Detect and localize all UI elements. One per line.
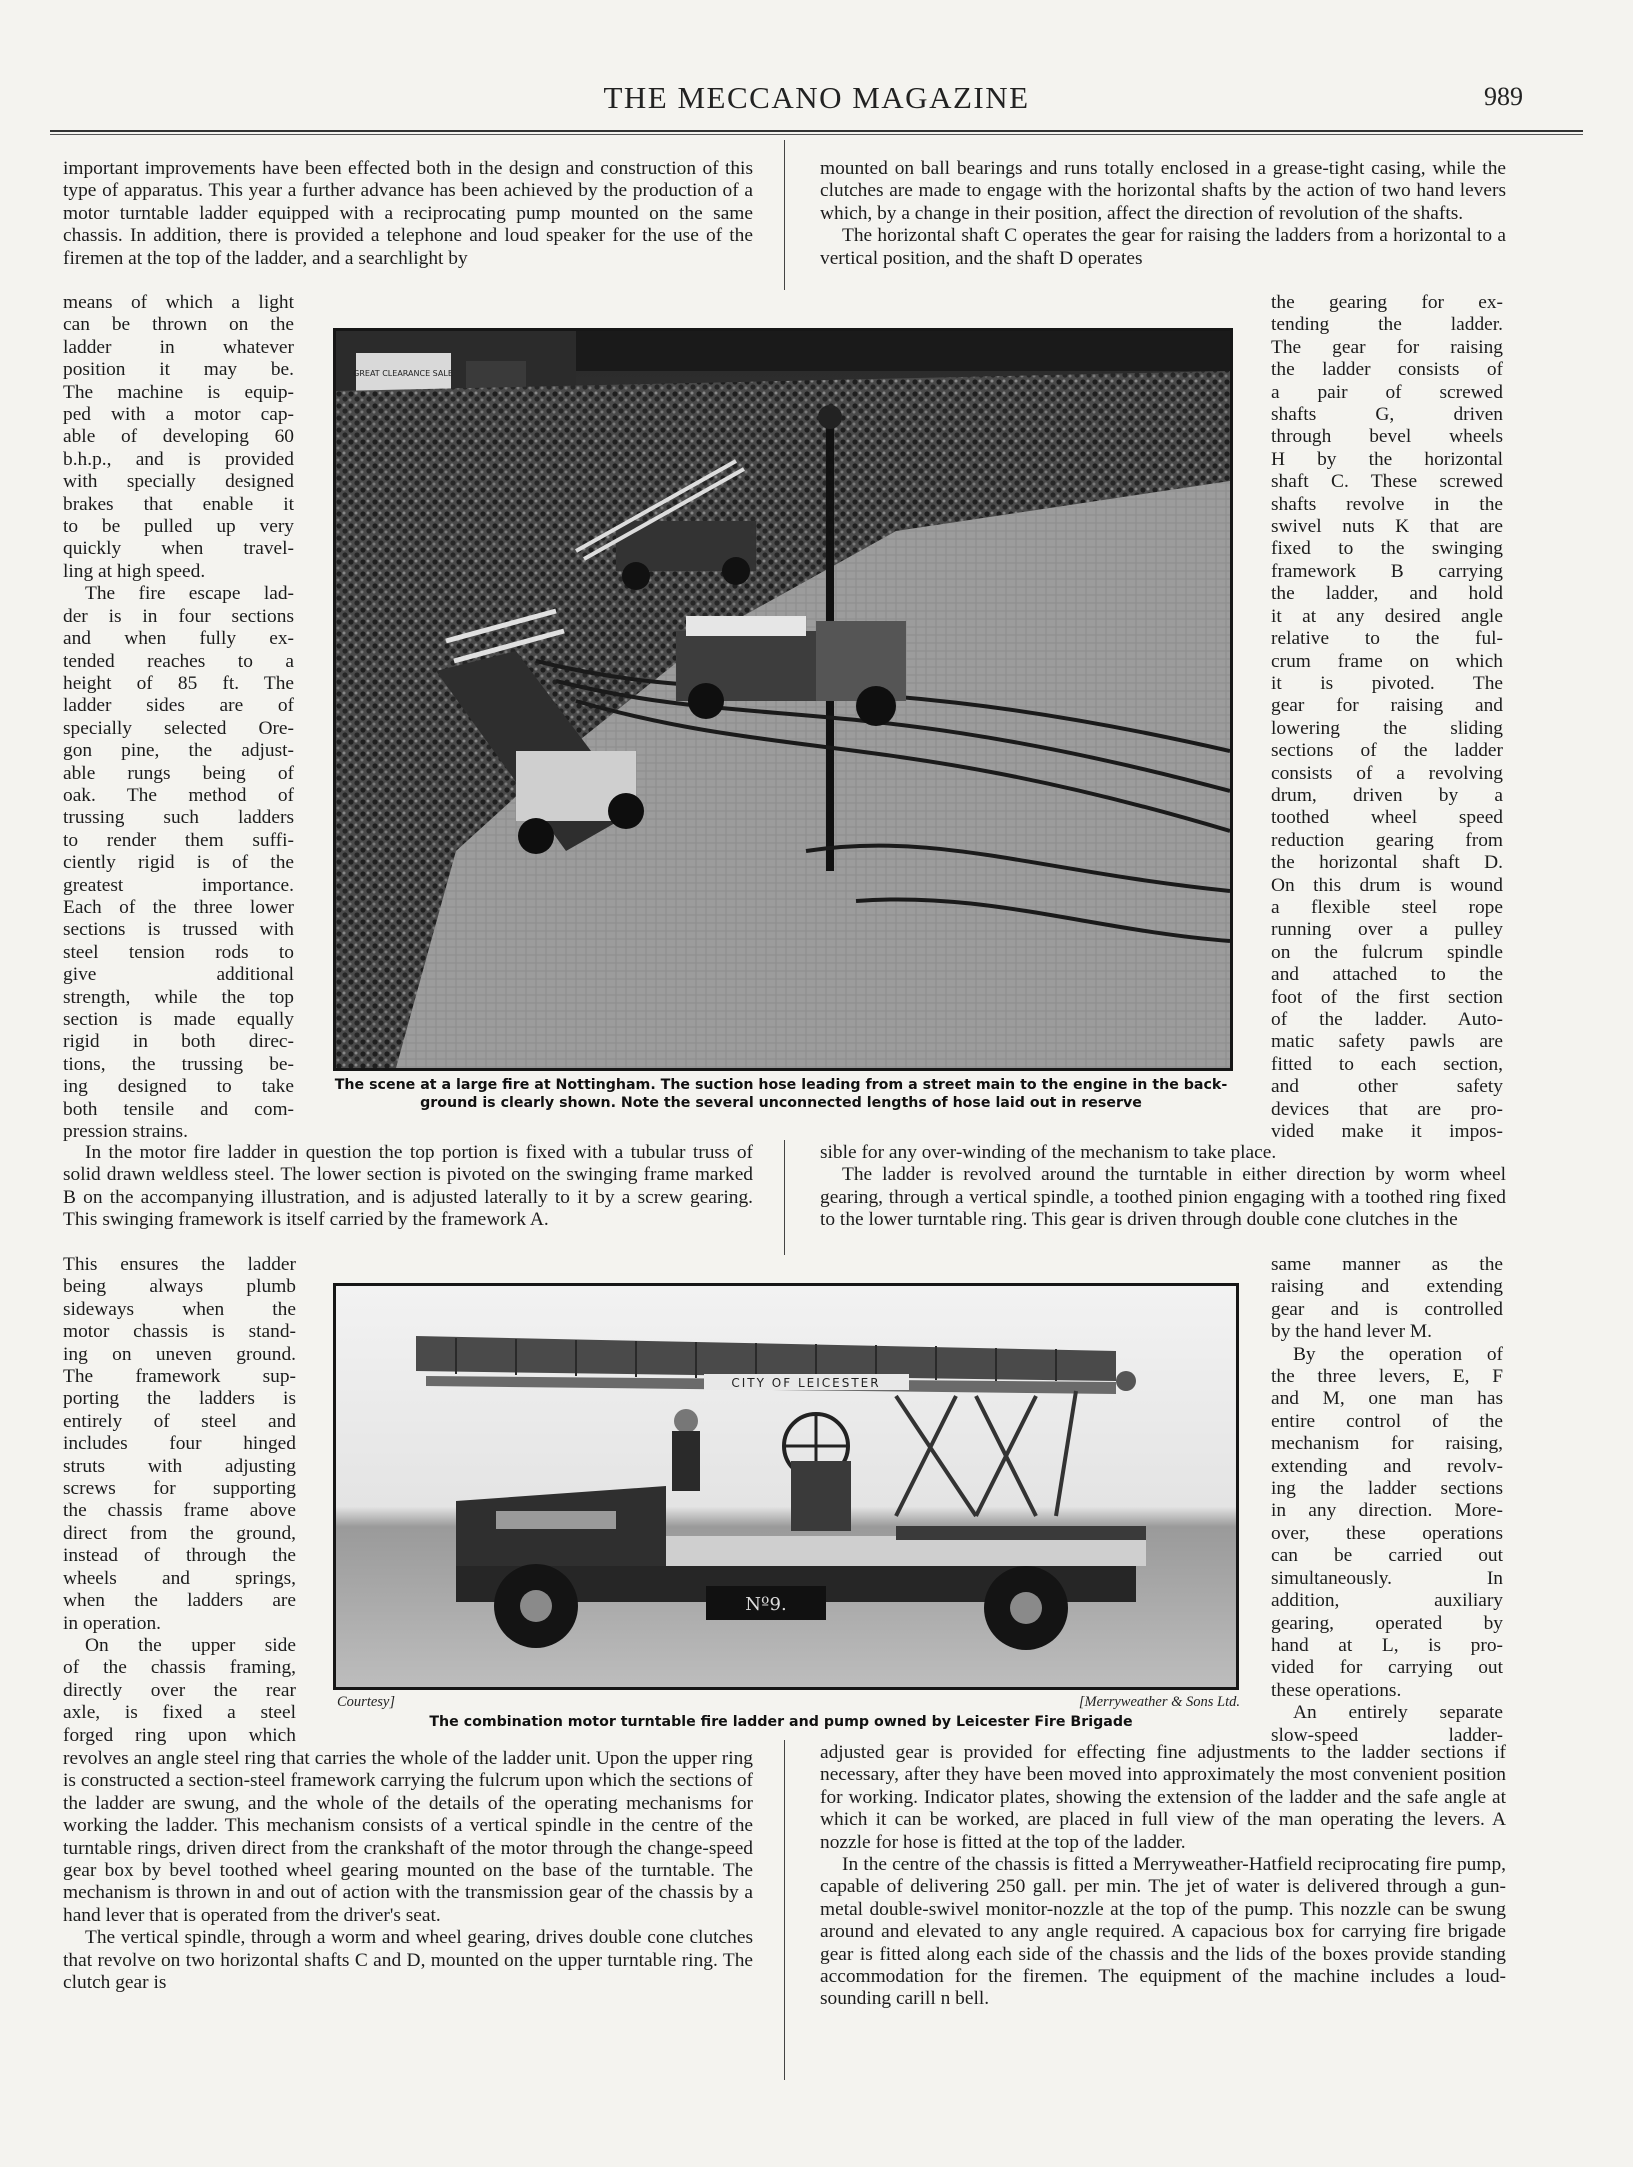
text-line: motor chassis is stand- xyxy=(63,1321,296,1343)
caption-line: ground is clearly shown. Note the several unconnected lengths of hose laid out in reserve xyxy=(420,1095,1142,1111)
text-line: in any direction. More- xyxy=(1271,1500,1503,1522)
text-line: direct from the ground, xyxy=(63,1522,296,1544)
text-line: Each of the three lower xyxy=(63,896,294,918)
text-line: being always plumb xyxy=(63,1276,296,1298)
text-line: of the chassis framing, xyxy=(63,1657,296,1679)
text-line: and attached to the xyxy=(1271,964,1503,986)
text-line: vided make it impos- xyxy=(1271,1121,1503,1143)
right-column-mid xyxy=(820,1142,1506,1232)
text-line: swivel nuts K that are xyxy=(1271,516,1503,538)
text-line: ling at high speed. xyxy=(63,560,206,582)
text-line: The framework sup- xyxy=(63,1366,296,1388)
text-line: wheels and springs, xyxy=(63,1567,296,1589)
text-line: same manner as the xyxy=(1271,1254,1503,1275)
left-column-mid xyxy=(63,1142,753,1232)
text-line: the three levers, E, F xyxy=(1271,1366,1503,1388)
text-line: ing designed to take xyxy=(63,1076,294,1098)
text-line: fixed to the swinging xyxy=(1271,538,1503,560)
vehicle-number: Nº9. xyxy=(745,1594,787,1615)
photo-leicester-ladder-image xyxy=(336,1286,1236,1687)
text-line: forged ring upon which xyxy=(63,1724,296,1746)
text-line: it at any desired angle xyxy=(1271,605,1503,627)
paragraph: mounted on ball bearings and runs totally enclosed in a grease-tight casing, while the clutches are made to engage with the horizontal shafts by the action of two hand levers which, by a change in their position, affect the direction of revolution of the shafts. xyxy=(820,158,1506,224)
text-line: screws for supporting xyxy=(63,1478,296,1500)
photo-nottingham-fire-image xyxy=(336,331,1230,1068)
photo-leicester-caption: The combination motor turntable fire ladder and pump owned by Leicester Fire Brigade xyxy=(429,1714,1133,1730)
text-line: a flexible steel rope xyxy=(1271,896,1503,918)
caption-line: The scene at a large fire at Nottingham. The suction hose leading from a street main to the engine in the back- xyxy=(334,1077,1228,1093)
text-line: it is pivoted. The xyxy=(1271,672,1503,694)
text-line: can be thrown on the xyxy=(63,314,294,336)
text-line: both tensile and com- xyxy=(63,1098,294,1120)
text-line: H by the horizontal xyxy=(1271,448,1503,470)
text-line: a pair of screwed xyxy=(1271,381,1503,403)
page-header xyxy=(50,80,1583,132)
text-line: ciently rigid is of the xyxy=(63,852,294,874)
text-line: oak. The method of xyxy=(63,784,294,806)
shop-sign-text: GREAT CLEARANCE SALE xyxy=(353,369,453,378)
text-line: raising and extending xyxy=(1271,1276,1503,1298)
ladder-label: CITY OF LEICESTER xyxy=(731,1376,881,1390)
text-line: slow-speed ladder- xyxy=(1271,1724,1503,1746)
text-line: On the upper side xyxy=(85,1634,296,1656)
text-line: consists of a revolving xyxy=(1271,762,1503,784)
left-column-narrow-2 xyxy=(63,1254,296,1747)
text-line: running over a pulley xyxy=(1271,919,1503,941)
text-line: the gearing for ex- xyxy=(1271,292,1503,313)
text-line: with specially designed xyxy=(63,471,294,493)
text-line: the ladder, and hold xyxy=(1271,583,1503,605)
text-line: By the operation of xyxy=(1293,1343,1503,1365)
right-column-narrow-1 xyxy=(1271,292,1503,1143)
left-column-intro xyxy=(63,158,753,270)
text-line: brakes that enable it xyxy=(63,493,294,515)
text-line: pression strains. xyxy=(63,1121,188,1143)
text-line: means of which a light xyxy=(63,292,294,313)
text-line: of the ladder. Auto- xyxy=(1271,1009,1503,1030)
text-line: give additional xyxy=(63,964,294,986)
right-column-intro xyxy=(820,158,1506,270)
text-line: relative to the ful- xyxy=(1271,628,1503,650)
photo-credit-left: Courtesy] xyxy=(337,1694,395,1710)
text-line: and other safety xyxy=(1271,1076,1503,1098)
text-line: quickly when travel- xyxy=(63,538,294,560)
page-number: 989 xyxy=(1484,82,1523,111)
text-line: gon pine, the adjust- xyxy=(63,740,294,762)
text-line: simultaneously. In xyxy=(1271,1567,1503,1589)
text-line: sections is trussed with xyxy=(63,919,294,941)
text-line: reduction gearing from xyxy=(1271,829,1503,851)
text-line: through bevel wheels xyxy=(1271,426,1503,448)
text-line: shafts G, driven xyxy=(1271,404,1503,426)
paragraph: The ladder is revolved around the turntable in either direction by worm wheel gearing, through a vertical spindle, a toothed pinion engaging with a toothed ring fixed to the lower turntable ring. This gear is driven through double cone clutches in the xyxy=(820,1164,1506,1231)
text-line: b.h.p., and is provided xyxy=(63,448,294,470)
photo-leicester-ladder xyxy=(333,1283,1239,1690)
text-line: ladder sides are of xyxy=(63,695,294,717)
text-line: steel tension rods to xyxy=(63,941,294,963)
text-line: The fire escape lad- xyxy=(85,583,294,605)
text-line: crum frame on which xyxy=(1271,650,1503,672)
text-line: to be pulled up very xyxy=(63,516,294,538)
header-rule-thin xyxy=(50,134,1583,135)
text-line: An entirely separate xyxy=(1293,1702,1503,1724)
paragraph: In the motor fire ladder in question the top portion is fixed with a tubular truss of solid drawn weldless steel. The lower section is pivoted on the swinging frame marked B on the accompanying illustration, and is adjusted laterally to it by a screw gearing. This swinging framework is itself carried by the framework A. xyxy=(63,1142,753,1231)
text-line: fitted to each section, xyxy=(1271,1053,1503,1075)
text-line: axle, is fixed a steel xyxy=(63,1702,296,1724)
text-line: by the hand lever M. xyxy=(1271,1321,1433,1343)
text-line: framework B carrying xyxy=(1271,560,1503,582)
text-line: shaft C. These screwed xyxy=(1271,471,1503,493)
text-line: entirely of steel and xyxy=(63,1410,296,1432)
text-line: This ensures the ladder xyxy=(63,1254,296,1275)
column-divider-top xyxy=(784,140,785,290)
text-line: ing the ladder sections xyxy=(1271,1478,1503,1500)
text-line: addition, auxiliary xyxy=(1271,1590,1503,1612)
photo-nottingham-caption xyxy=(320,1076,1242,1112)
text-line: gear for raising and xyxy=(1271,695,1503,717)
text-line: lowering the sliding xyxy=(1271,717,1503,739)
header-rule xyxy=(50,130,1583,132)
text-line: On this drum is wound xyxy=(1271,874,1503,896)
text-line: in operation. xyxy=(63,1612,162,1634)
text-line: gearing, operated by xyxy=(1271,1612,1503,1634)
paragraph: adjusted gear is provided for effecting fine adjustments to the ladder sections if necessary, after they have been moved into approximately the most convenient position for working. Indicator plates, showing the extension of the ladder and the safe angle at which it can be worked, are placed in full view of the man operating the levers. A nozzle for hose is fitted at the top of the ladder. xyxy=(820,1742,1506,1853)
text-line: foot of the first section xyxy=(1271,986,1503,1008)
text-line: able of developing 60 xyxy=(63,426,294,448)
text-line: ped with a motor cap- xyxy=(63,404,294,426)
text-line: over, these operations xyxy=(1271,1522,1503,1544)
text-line: these operations. xyxy=(1271,1679,1402,1701)
photo-credit-right: [Merryweather & Sons Ltd. xyxy=(1078,1694,1240,1710)
text-line: shafts revolve in the xyxy=(1271,493,1503,515)
text-line: height of 85 ft. The xyxy=(63,672,294,694)
fireman-figure xyxy=(672,1409,700,1491)
paragraph: The horizontal shaft C operates the gear for raising the ladders from a horizontal to a vertical position, and the shaft D operates xyxy=(820,225,1506,269)
text-line: devices that are pro- xyxy=(1271,1098,1503,1120)
text-line: ing on uneven ground. xyxy=(63,1343,296,1365)
text-line: section is made equally xyxy=(63,1009,294,1030)
text-line: and M, one man has xyxy=(1271,1388,1503,1410)
text-line: sections of the ladder xyxy=(1271,740,1503,762)
left-column-bottom xyxy=(63,1748,753,1994)
magazine-title: THE MECCANO MAGAZINE xyxy=(603,80,1030,115)
text-line: rigid in both direc- xyxy=(63,1031,294,1053)
text-line: tended reaches to a xyxy=(63,650,294,672)
paragraph: The vertical spindle, through a worm and wheel gearing, drives double cone clutches that revolve on two horizontal shafts C and D, mounted on the upper turntable ring. The clutch gear is xyxy=(63,1927,753,1994)
text-line: greatest importance. xyxy=(63,874,294,896)
text-line: drum, driven by a xyxy=(1271,784,1503,806)
text-line: tions, the trussing be- xyxy=(63,1053,294,1075)
text-line: can be carried out xyxy=(1271,1545,1503,1567)
text-line: mechanism for raising, xyxy=(1271,1433,1503,1455)
text-line: The gear for raising xyxy=(1271,336,1503,358)
text-line: entire control of the xyxy=(1271,1410,1503,1432)
text-line: directly over the rear xyxy=(63,1679,296,1701)
photo-nottingham-fire xyxy=(333,328,1233,1071)
right-column-narrow-2 xyxy=(1271,1254,1503,1747)
text-line: to render them suffi- xyxy=(63,829,294,851)
paragraph: In the centre of the chassis is fitted a Merryweather-Hatfield reciprocating fire pump, capable of delivering 250 gall. per min. The jet of water is delivered through a gun-metal double-swivel monitor-nozzle at the top of the pump. This nozzle can be swung around and elevated to any angle required. A capacious box for carrying fire brigade gear is fitted along each side of the chassis and the lids of the boxes provide standing accommodation for the firemen. The equipment of the machine includes a loud-sounding carill n bell. xyxy=(820,1854,1506,2010)
text-line: position it may be. xyxy=(63,359,294,381)
text-line: able rungs being of xyxy=(63,762,294,784)
text-line: the horizontal shaft D. xyxy=(1271,852,1503,874)
text-line: when the ladders are xyxy=(63,1590,296,1612)
text-line: hand at L, is pro- xyxy=(1271,1634,1503,1656)
text-line: tending the ladder. xyxy=(1271,314,1503,336)
text-line: ladder in whatever xyxy=(63,336,294,358)
text-line: der is in four sections xyxy=(63,605,294,627)
text-line: instead of through the xyxy=(63,1545,296,1567)
text-line: specially selected Ore- xyxy=(63,717,294,739)
text-line: trussing such ladders xyxy=(63,807,294,829)
text-line: toothed wheel speed xyxy=(1271,807,1503,829)
text-line: The machine is equip- xyxy=(63,381,294,403)
text-line: vided for carrying out xyxy=(1271,1657,1503,1679)
text-line: and when fully ex- xyxy=(63,628,294,650)
text-line: the ladder consists of xyxy=(1271,359,1503,381)
paragraph: revolves an angle steel ring that carries the whole of the ladder unit. Upon the upper ring is constructed a section-steel framework carrying the fulcrum upon which the sections of the ladder are swung, and the whole of the details of the operating mechanisms for working the ladder. This mechanism consists of a vertical spindle in the centre of the turntable rings, driven direct from the crankshaft of the motor through the change-speed gear box by bevel toothed wheel gearing mounted on the base of the turntable. The mechanism is thrown in and out of action with the transmission gear of the chassis by a hand lever that is operated from the driver's seat. xyxy=(63,1748,753,1926)
text-line: porting the ladders is xyxy=(63,1388,296,1410)
text-line: on the fulcrum spindle xyxy=(1271,941,1503,963)
text-line: matic safety pawls are xyxy=(1271,1031,1503,1053)
text-line: struts with adjusting xyxy=(63,1455,296,1477)
text-line: strength, while the top xyxy=(63,986,294,1008)
column-divider-bottom xyxy=(784,1740,785,2080)
right-column-bottom xyxy=(820,1742,1506,2011)
text-line: gear and is controlled xyxy=(1271,1298,1503,1320)
left-column-narrow-1 xyxy=(63,292,294,1143)
text-line: sideways when the xyxy=(63,1298,296,1320)
paragraph: important improvements have been effected both in the design and construction of this type of apparatus. This year a further advance has been achieved by the production of a motor turntable ladder equipped with a reciprocating pump mounted on the same chassis. In addition, there is provided a telephone and loud speaker for the use of the firemen at the top of the ladder, and a searchlight by xyxy=(63,158,753,269)
text-line: includes four hinged xyxy=(63,1433,296,1455)
text-line: the chassis frame above xyxy=(63,1500,296,1522)
column-divider-mid xyxy=(784,1140,785,1255)
paragraph: sible for any over-winding of the mechanism to take place. xyxy=(820,1142,1277,1163)
text-line: extending and revolv- xyxy=(1271,1455,1503,1477)
